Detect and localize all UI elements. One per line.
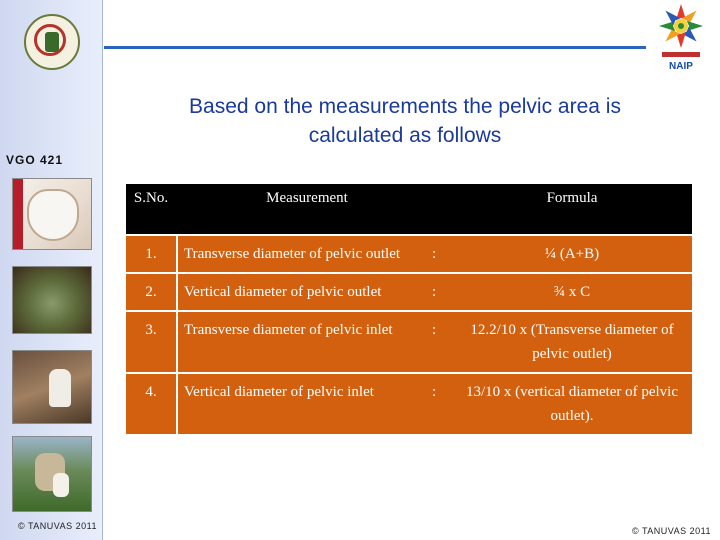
seal-emblem (45, 32, 59, 52)
row-formula: ¼ (A+B) (544, 246, 600, 262)
row-measurement: Transverse diameter of pelvic outlet (176, 236, 432, 272)
row-measurement: Vertical diameter of pelvic inlet (176, 374, 432, 434)
table-row (126, 274, 692, 310)
row-colon: : (432, 284, 437, 300)
row-formula: 13/10 x (vertical diameter of pelvic outlet). (466, 384, 678, 424)
header-measurement: Measurement (266, 190, 348, 206)
pelvic-area-table (126, 184, 692, 434)
row-number: 4. (145, 384, 157, 400)
table-header-row (126, 184, 692, 234)
table-row (126, 236, 692, 272)
row-formula: ¾ x C (553, 284, 591, 300)
calf-figure (53, 473, 69, 497)
row-number: 2. (145, 284, 157, 300)
header-sno: S.No. (133, 190, 169, 206)
university-seal-icon (24, 14, 80, 70)
row-number: 3. (145, 322, 157, 338)
naip-logo-icon (644, 2, 718, 72)
row-colon: : (432, 384, 437, 400)
slide-title: Based on the measurements the pelvic area is calculated as follows (189, 95, 621, 147)
left-sidebar (0, 0, 103, 540)
copyright-left: © TANUVAS 2011 (18, 521, 97, 531)
course-code: VGO 421 (6, 153, 64, 167)
table-row (126, 374, 692, 434)
header-formula: Formula (546, 190, 598, 206)
row-measurement: Transverse diameter of pelvic inlet (176, 312, 432, 372)
row-colon: : (432, 246, 437, 262)
pelvis-bone-image (12, 178, 92, 250)
row-measurement: Vertical diameter of pelvic outlet (176, 274, 432, 310)
table-row (126, 312, 692, 372)
row-number: 1. (145, 246, 157, 262)
pelvis-shape (27, 189, 79, 241)
book-spine-strip (13, 179, 23, 249)
row-formula: 12.2/10 x (Transverse diameter of pelvic outlet) (470, 322, 674, 362)
copyright-right: © TANUVAS 2011 (632, 526, 711, 536)
calf-figure (49, 369, 71, 407)
row-colon: : (432, 322, 437, 338)
calf-delivery-image (12, 350, 92, 424)
cow-and-calf-image (12, 436, 92, 512)
naip-logo-text: NAIP (669, 61, 693, 72)
header-rule (104, 46, 646, 49)
pelvic-cavity-image (12, 266, 92, 334)
